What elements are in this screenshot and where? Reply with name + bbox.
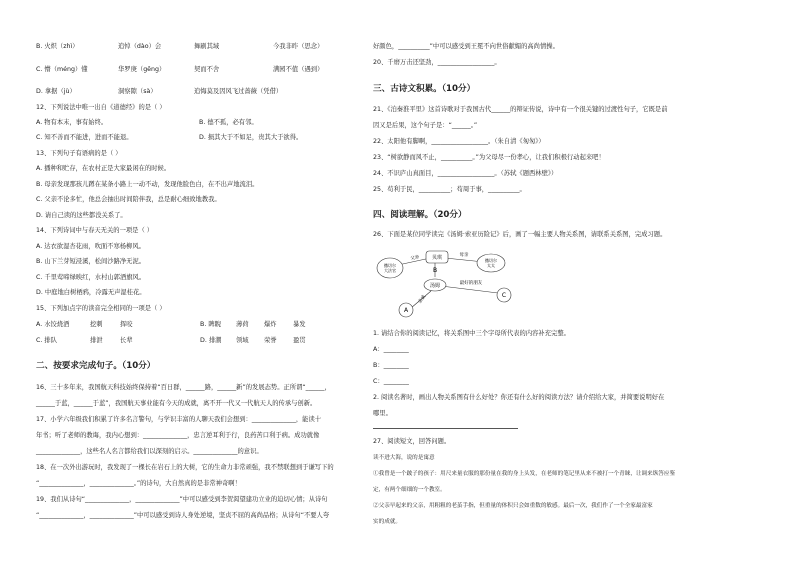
q12-option-a: A. 物有本末，事有始终。	[36, 119, 108, 126]
question-17-line-2: 年书；听了老师的教诲，我内心想到：______________，忠言逆耳利于行，良药苦口利于病。成功就像	[36, 432, 320, 439]
question-15: 15、下列加点字的读音完全相同的一项是（ ）	[36, 305, 166, 312]
option-c-1: C. 懵（méng）懂	[36, 66, 88, 73]
relationship-diagram	[373, 240, 533, 320]
q15-d-4: 盈贯	[293, 337, 306, 344]
q12-option-c: C. 知不善而不能进，进而不能退。	[36, 134, 133, 141]
q15-b-4: 暴发	[293, 321, 306, 328]
q15-d-1: D. 排潮	[200, 337, 222, 344]
edge-label-father: 父亲	[409, 255, 420, 262]
q15-d-3: 荣誉	[264, 337, 277, 344]
question-16-line-2: ______于蓝，______于蓝”，我国航天事业能有今天的成就，离不开一代又一代航天人的传承与创新。	[36, 400, 317, 407]
answer-c: C：________	[373, 378, 409, 385]
question-22: 22、太阳他有脚啊，__________________。（朱自清《匆匆》）	[373, 138, 545, 145]
question-21-line-1: 21、《泊秦淮平里》这首诗歌对于我国古代______的辩证传说，诗中有一个很关键的过渡性句子，它既是前	[373, 106, 668, 113]
q15-c-1: C. 排队	[36, 337, 57, 344]
right-bubble-line-1: 撒切尔	[485, 258, 497, 263]
q15-b-1: B. 睥睨	[200, 321, 221, 328]
question-27: 27、阅读短文，回答问题。	[373, 438, 451, 445]
q14-option-d: D. 中庭地白树栖鸦，冷露无声湿桂花。	[36, 289, 146, 296]
question-25: 25、苟利于民，__________；苟周于事，__________。	[373, 186, 526, 193]
q15-b-2: 薄荷	[236, 321, 249, 328]
q26-sub-2-line-2: 哪里。	[373, 410, 392, 417]
option-b-1: B. 火炽（zhì）	[36, 43, 79, 50]
q12-option-b: B. 德不孤，必有邻。	[199, 119, 258, 126]
q15-c-2: 排泄	[90, 337, 103, 344]
q14-option-c: C. 千里莺啼绿映红，水村山郭酒旗风。	[36, 274, 146, 281]
option-c-4: 满园不值（遇到）	[273, 66, 324, 73]
q13-option-a: A. 播种和贮存，在农村正是大家最闲在的时候。	[36, 165, 171, 172]
edge-label-best-friend: 最好的朋友	[459, 281, 483, 286]
question-13: 13、下列句子有语病的是（ ）	[36, 150, 122, 157]
q15-a-1: A. 水饺烧酒	[36, 321, 70, 328]
q15-c-3: 长辈	[120, 337, 133, 344]
q26-sub-1: 1. 请结合你的阅读记忆，将关系图中三个字母所代表的内容补充完整。	[373, 330, 570, 337]
section-2-heading: 二、按要求完成句子。（10分）	[36, 361, 156, 371]
q14-option-b: B. 山下兰芽短浸溪，松间沙路净无泥。	[36, 258, 146, 265]
question-24: 24、不识庐山真面目，__________________。（苏轼《题西林壁》）	[373, 170, 558, 177]
story-paragraph-1-line-1: ①我曾是一个跛子的孩子：用尺来量衣服的那份量在我的身上头发，在老师的笔记里从来不被打一个青睐，让调来纵答应鉴	[373, 471, 676, 477]
question-18-line-2: “______________，______________。”的诗句，大自然真的是非常神奇啊！	[36, 480, 241, 487]
diagram-edge-best-friend	[441, 286, 498, 293]
tom-label: 汤姆	[429, 283, 441, 289]
question-19-line-1: 19、我们从诗句“______________，______________”中可以感受到李贺渴望建功立业的迫切心情；从诗句	[36, 496, 328, 503]
q14-option-a: A. 达衣欲湿杏花雨，吹面不寒杨柳风。	[36, 243, 145, 250]
question-26: 26、下面是某位同学读完《汤姆·索亚历险记》后，画了一幅主要人物关系图，请联系关系图，完成习题。	[373, 231, 667, 238]
answer-b: B：________	[373, 362, 409, 369]
right-bubble-line-2: 太太	[487, 263, 495, 268]
q13-option-c: C. 父亲不论多忙，他总会抽出时间陪伴我，总是耐心细致地教我。	[36, 196, 221, 203]
q13-option-b: B. 母亲发现那孩儿蹲在某条小路上一动不动，发现他脸色白，在不出声地流泪。	[36, 181, 259, 188]
edge-label-sibling: 亲戚	[417, 294, 428, 305]
question-18-line-1: 18、在一次外出游玩时，我发现了一棵长在岩石上的大树，它的生命力非常顽强，我不禁联想到于谦写下的	[36, 464, 334, 471]
option-c-3: 契而不舍	[194, 66, 220, 73]
node-c-label: C	[501, 292, 507, 299]
answer-a: A：________	[373, 346, 409, 353]
option-d-3: 追悔莫及因风飞过蔷薇（凭借）	[194, 88, 283, 95]
story-paragraph-1-line-2: 定，有两个细细的一个教室。	[373, 487, 446, 493]
node-b-label: B	[432, 267, 438, 274]
edge-label-mother: 母亲	[459, 253, 469, 258]
question-16-line-1: 16、三十多年来，我国航天科技始终保持着“百日群，______路，______新”的发展态势。正所谓“______，	[36, 384, 331, 391]
q13-option-d: D. 请自己读的这些都没关系了。	[36, 212, 127, 219]
option-c-2: 华罗庚（gēng）	[118, 66, 166, 73]
section-4-heading: 四、阅读理解。（20分）	[373, 210, 467, 220]
answer-line	[373, 428, 518, 429]
story-paragraph-2-line-2: 实的成就。	[373, 519, 401, 525]
q15-b-3: 爆炸	[264, 321, 277, 328]
left-bubble-line-1: 撒切尔	[384, 263, 396, 268]
question-14: 14、下列诗词中与春天无关的一项是（ ）	[36, 227, 154, 234]
story-title: 读不进大海，说的是寓意	[373, 455, 435, 461]
question-23: 23、“树欲静而风不止，__________。”为父母尽一份孝心，让我们积极行动起来吧！	[373, 154, 605, 161]
question-19-line-2: “______________，______________”中可以感受到诗人身处逆境，坚贞不屈的高尚品格；从诗句“不要人夸	[36, 512, 330, 519]
story-paragraph-2-line-1: ②父亲早起来的父亲，用粗粗的老茧手指，但重量的体积只会如重数的敏感。最后一次，我们作了一个全家最富家	[373, 503, 653, 509]
benji-label: 贝琪	[431, 255, 443, 261]
option-d-2: 洞察隙（sà）	[118, 88, 157, 95]
question-20: 20、千磨万击还坚劲，__________________。	[373, 59, 501, 66]
q15-a-3: 挥咬	[120, 321, 133, 328]
option-b-4: 今我非昨（思念）	[273, 43, 324, 50]
question-21-line-2: 因又是后果，这个句子是：“______。”	[373, 122, 478, 129]
option-b-2: 追悼（dào）会	[118, 43, 162, 50]
left-bubble-line-2: 大法官	[384, 268, 396, 273]
q15-d-2: 领域	[236, 337, 249, 344]
q15-a-2: 挖刺	[90, 321, 103, 328]
node-a-label: A	[403, 307, 409, 314]
question-19-continued: 好颜色，__________”中可以感受到王冕不向世俗献媚的高尚情操。	[373, 43, 559, 50]
question-12: 12、下列说法中唯一出自《道德经》的是（ ）	[36, 104, 166, 111]
section-3-heading: 三、古诗文积累。（10分）	[373, 84, 476, 94]
q12-option-d: D. 损其大于不如足，贵其大于欲得。	[199, 134, 303, 141]
option-d-1: D. 拿据（jù）	[36, 88, 76, 95]
question-17-line-3: ______________，这些名人名言都给我们以深刻的启示。______________的意识。	[36, 448, 263, 455]
option-b-3: 舞刷其域	[194, 43, 220, 50]
question-17-line-1: 17、小学六年级我们积累了许多名言警句，与学识丰富的人聊天我们会想到：______________，能读十	[36, 416, 322, 423]
q26-sub-2-line-1: 2. 阅读名著时，画出人物关系图有什么好处？你还有什么好的阅读方法？请介绍给大家，并简要说明好在	[373, 394, 665, 401]
